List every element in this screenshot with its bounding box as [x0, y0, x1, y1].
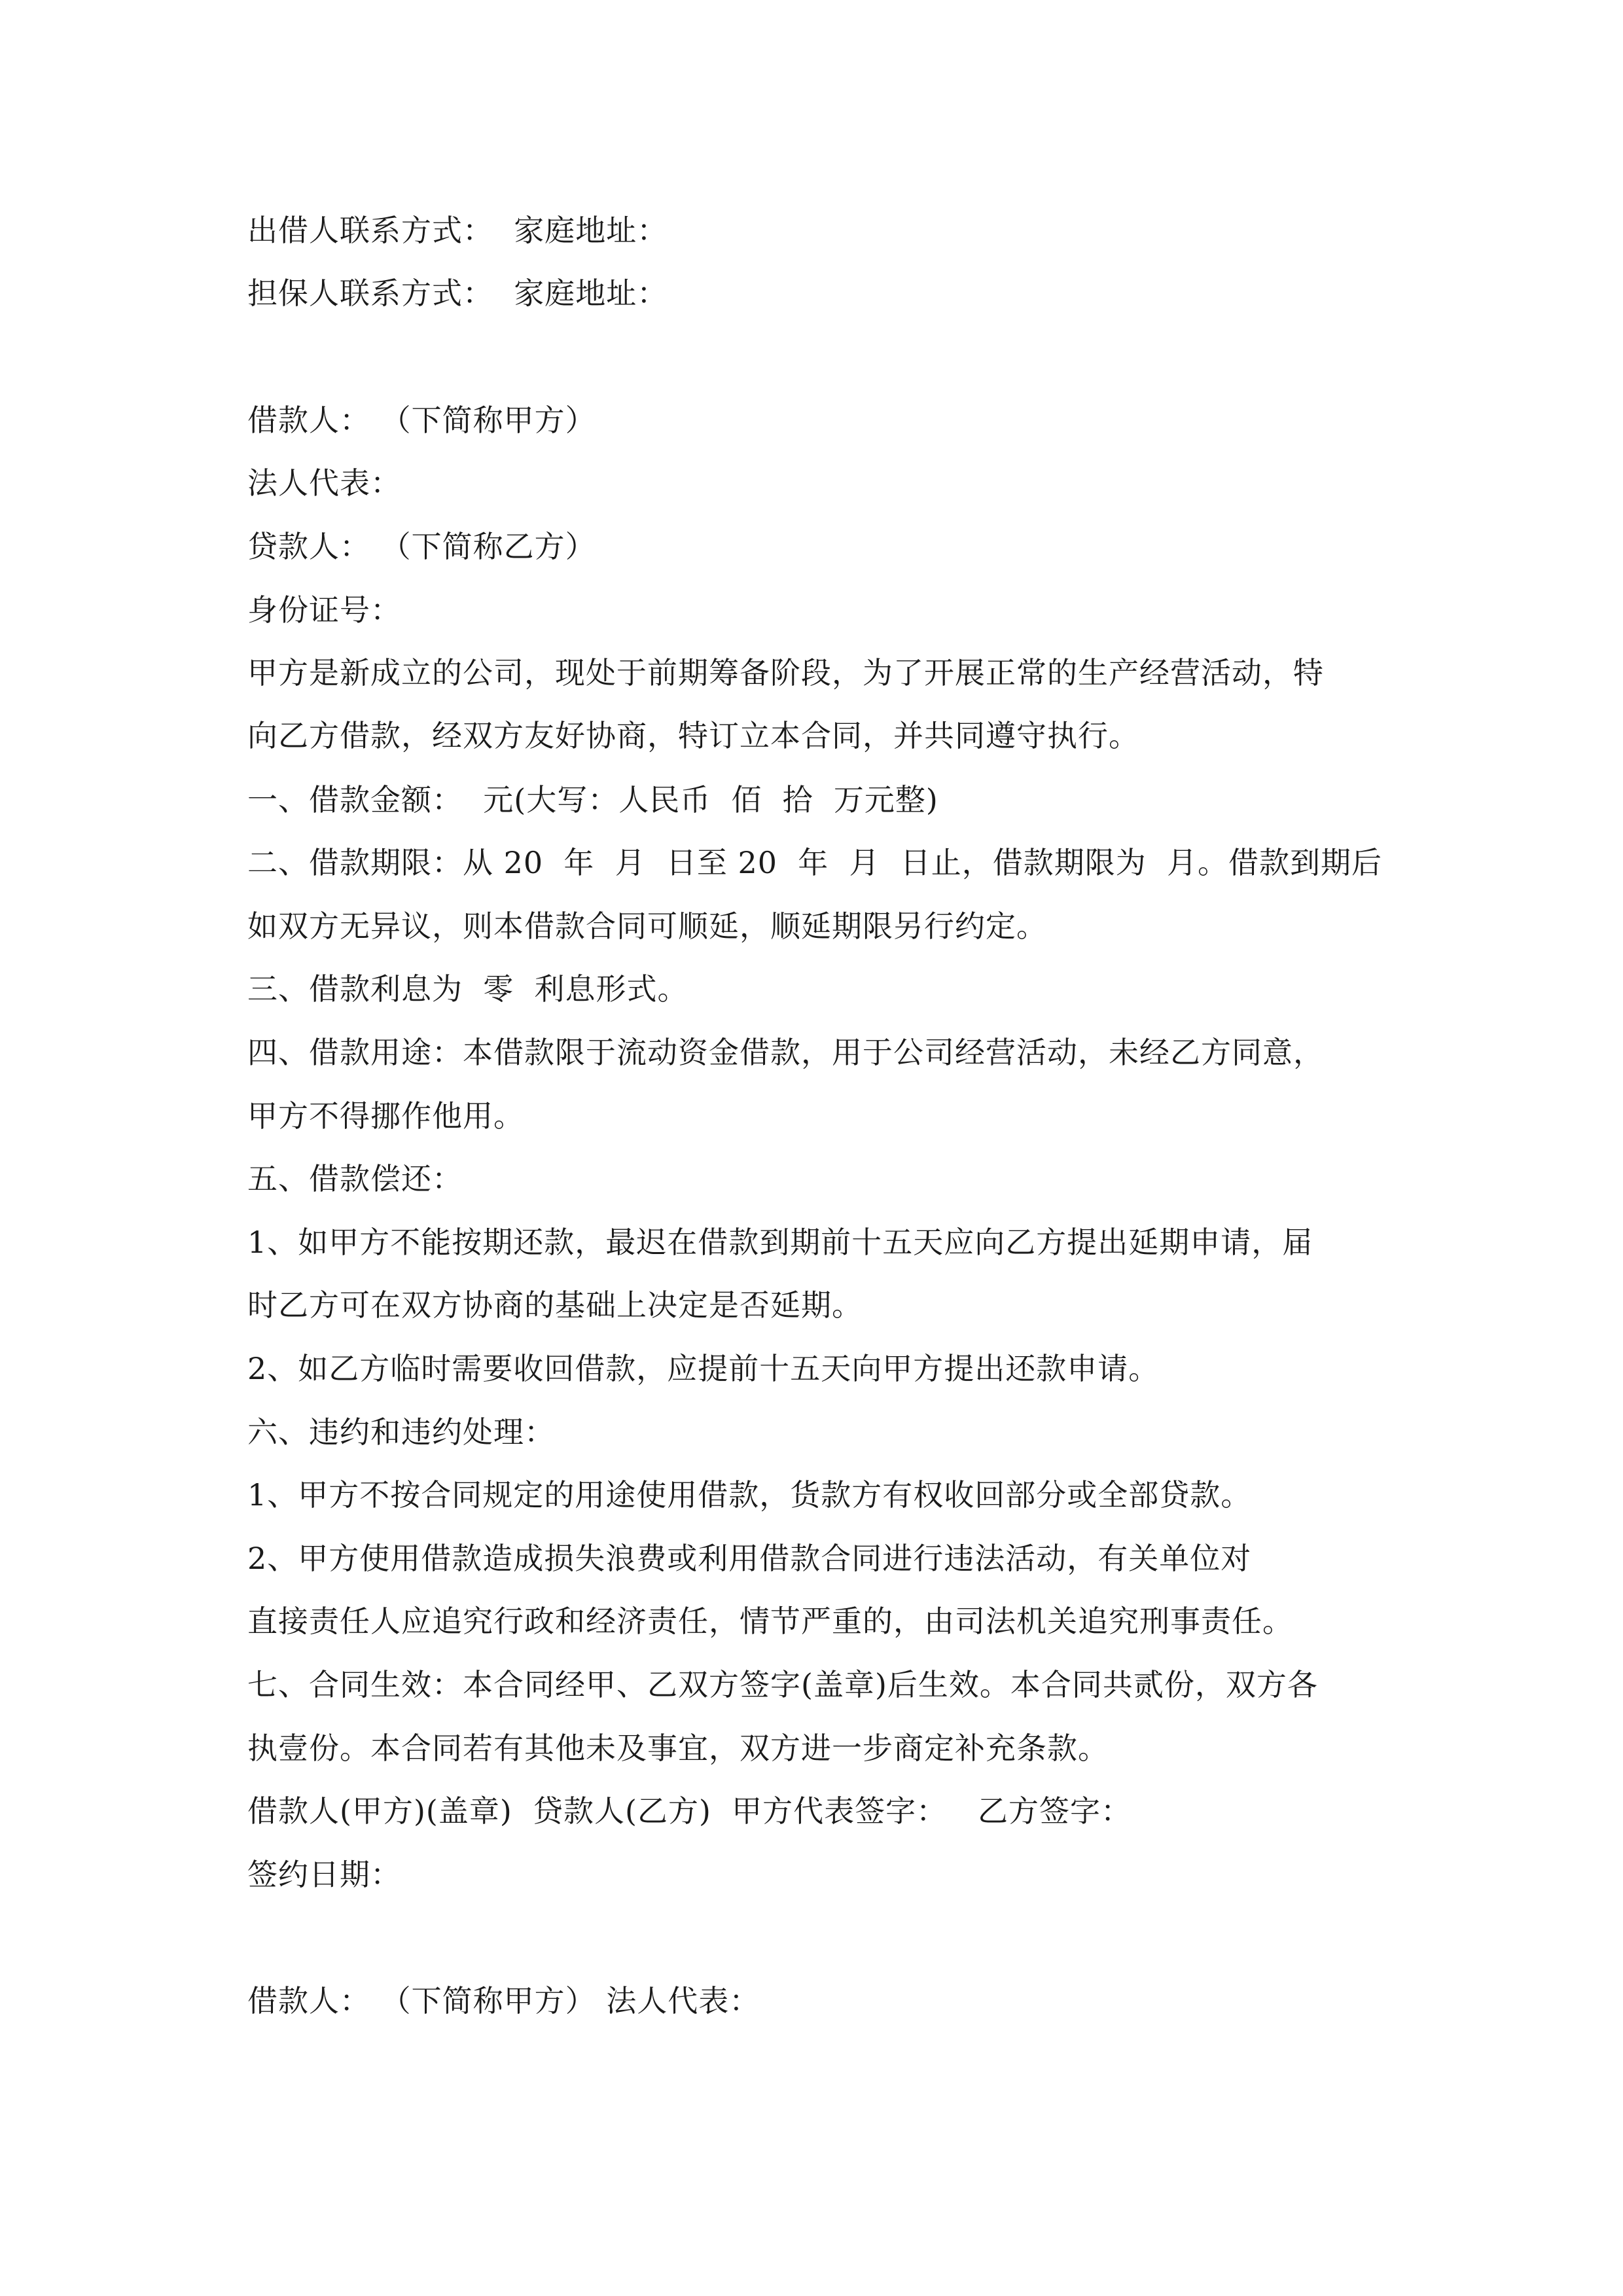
id-number-line: 身份证号： [247, 592, 401, 628]
clause-purpose-line-2: 甲方不得挪作他用。 [247, 1098, 524, 1134]
creditor-line: 贷款人： （下简称乙方） [247, 529, 596, 564]
clause-breach-heading: 六、违约和违约处理： [247, 1414, 555, 1450]
clause-amount: 一、借款金额： 元(大写：人民币 佰 拾 万元整) [247, 782, 938, 817]
borrower-legal-rep-line: 借款人： （下简称甲方） 法人代表： [247, 1983, 760, 2018]
breach-item-1: 1、甲方不按合同规定的用途使用借款，货款方有权收回部分或全部贷款。 [247, 1477, 1252, 1513]
repayment-item-1-line-1: 1、如甲方不能按期还款，最迟在借款到期前十五天应向乙方提出延期申请，届 [247, 1225, 1313, 1260]
clause-effect-line-1: 七、合同生效：本合同经甲、乙双方签字(盖章)后生效。本合同共贰份，双方各 [247, 1667, 1318, 1702]
borrower-line: 借款人： （下简称甲方） [247, 403, 596, 438]
legal-representative-line: 法人代表： [247, 465, 401, 501]
clause-term-line-2: 如双方无异议，则本借款合同可顺延，顺延期限另行约定。 [247, 908, 1047, 944]
clause-effect-line-2: 执壹份。本合同若有其他未及事宜，双方进一步商定补充条款。 [247, 1731, 1109, 1766]
breach-item-2-line-1: 2、甲方使用借款造成损失浪费或利用借款合同进行违法活动，有关单位对 [247, 1541, 1252, 1576]
repayment-item-2: 2、如乙方临时需要收回借款，应提前十五天向甲方提出还款申请。 [247, 1351, 1160, 1386]
preamble-line-1: 甲方是新成立的公司，现处于前期筹备阶段，为了开展正常的生产经营活动，特 [247, 655, 1324, 691]
clause-term-line-1: 二、借款期限：从 20 年 月 日至 20 年 月 日止，借款期限为 月。借款到期后 [247, 845, 1383, 880]
guarantor-contact-line: 担保人联系方式： 家庭地址： [247, 276, 668, 311]
breach-item-2-line-2: 直接责任人应追究行政和经济责任，情节严重的，由司法机关追究刑事责任。 [247, 1604, 1293, 1639]
preamble-line-2: 向乙方借款，经双方友好协商，特订立本合同，并共同遵守执行。 [247, 718, 1139, 753]
signing-date-line: 签约日期： [247, 1857, 401, 1892]
signature-line: 借款人(甲方)(盖章) 贷款人(乙方) 甲方代表签字： 乙方签字： [247, 1793, 1132, 1829]
clause-purpose-line-1: 四、借款用途：本借款限于流动资金借款，用于公司经营活动，未经乙方同意， [247, 1035, 1324, 1070]
repayment-item-1-line-2: 时乙方可在双方协商的基础上决定是否延期。 [247, 1287, 863, 1323]
clause-repayment-heading: 五、借款偿还： [247, 1161, 463, 1196]
clause-interest: 三、借款利息为 零 利息形式。 [247, 971, 688, 1007]
lender-contact-line: 出借人联系方式： 家庭地址： [247, 213, 668, 248]
